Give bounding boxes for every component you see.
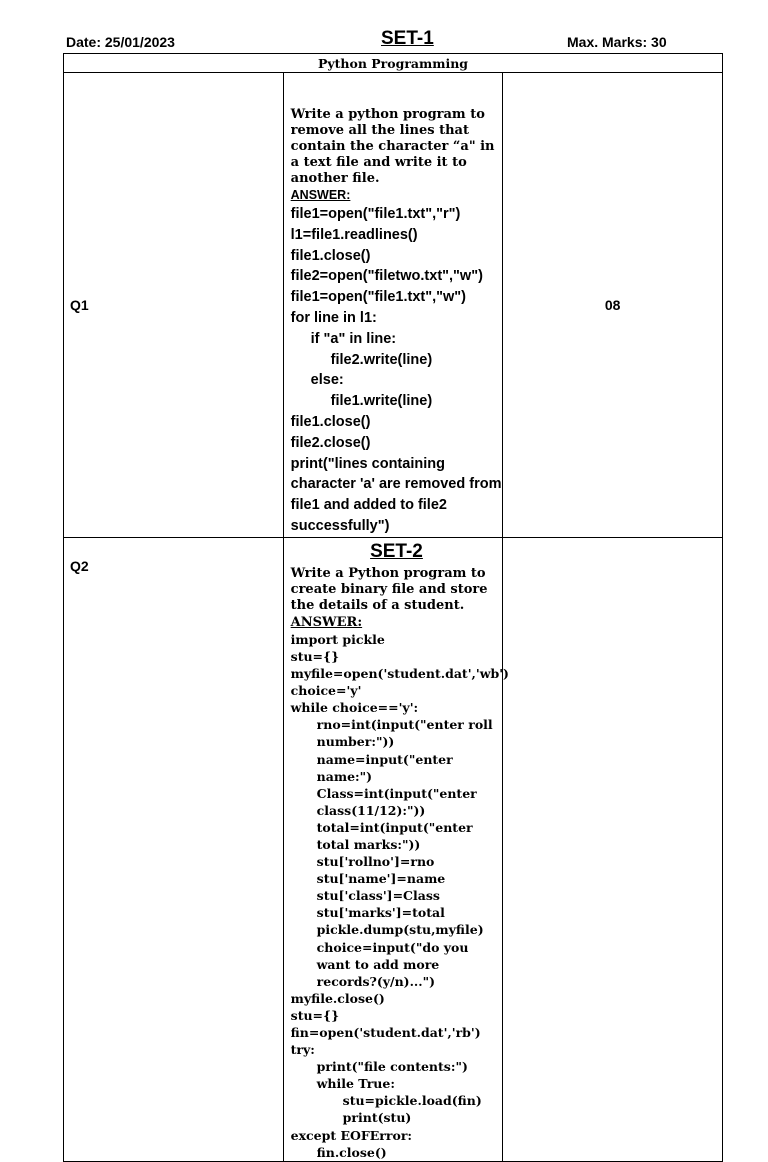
exam-date: Date: 25/01/2023: [66, 34, 175, 50]
marks-q1: 08: [503, 73, 723, 538]
code-line: if "a" in line:: [310, 330, 397, 347]
code-line: stu['name']=name: [316, 871, 446, 887]
code-line: myfile.close(): [290, 990, 385, 1006]
code-line: stu['marks']=total: [316, 905, 445, 921]
code-line: for line in l1:: [290, 309, 377, 326]
question-body-q2: [283, 537, 509, 1161]
code-block-q2: [290, 631, 509, 1161]
code-line: fin.close(): [316, 1144, 387, 1160]
code-line: name=input("enter name:"): [316, 751, 458, 784]
code-line: choice=input("do you want to add more records?(y/n)..."): [316, 939, 473, 989]
code-line: else:: [310, 372, 344, 389]
question-table: [63, 53, 723, 1162]
code-line: choice='y': [290, 683, 362, 699]
question-text-q2: Write a Python program to create binary file and store the details of a student.: [290, 565, 488, 613]
subject-row: [64, 54, 723, 73]
code-block-q1: [290, 204, 506, 537]
code-line: print(stu): [342, 1110, 412, 1126]
code-line: while choice=='y':: [290, 700, 419, 716]
question-number-q2: Q2: [64, 537, 284, 1161]
code-line: file2.close(): [290, 434, 371, 451]
answer-label-q2: ANSWER:: [290, 614, 363, 630]
marks-q2: [503, 537, 723, 1161]
code-line: print("file contents:"): [316, 1059, 468, 1075]
code-line: file1.write(line): [330, 393, 433, 410]
code-line: import pickle: [290, 631, 385, 647]
code-line: fin=open('student.dat','rb'): [290, 1025, 481, 1040]
code-line: file1.close(): [290, 413, 371, 430]
code-line: pickle.dump(stu,myfile): [316, 922, 484, 938]
code-line: l1=file1.readlines(): [290, 226, 418, 243]
code-line: stu['rollno']=rno: [316, 854, 435, 870]
code-line: rno=int(input("enter roll number:")): [316, 717, 498, 750]
code-line: file1=open("file1.txt","w"): [290, 289, 467, 306]
code-line: stu={}: [290, 1007, 340, 1023]
code-line: myfile=open('student.dat','wb'): [290, 666, 509, 682]
code-line: stu=pickle.load(fin): [342, 1093, 482, 1109]
code-line: file1.close(): [290, 247, 371, 264]
answer-label-q1: ANSWER:: [290, 188, 351, 202]
code-line: total=int(input("enter total marks:")): [316, 819, 477, 852]
code-line: print("lines containing character 'a' are removed from file1 and added to file2 successfully"): [290, 455, 506, 534]
question-body-q1: [283, 73, 506, 538]
code-line: try:: [290, 1042, 315, 1058]
code-line: except EOFError:: [290, 1127, 413, 1143]
question-row-q1: [64, 73, 723, 538]
code-line: Class=int(input("enter class(11/12):")): [316, 785, 482, 818]
question-number-q1: Q1: [64, 73, 284, 538]
code-line: file2.write(line): [330, 351, 433, 368]
code-line: stu['class']=Class: [316, 888, 440, 904]
code-line: file1=open("file1.txt","r"): [290, 206, 461, 222]
page-header: [0, 28, 768, 54]
set2-title: SET-2: [370, 540, 423, 562]
question-row-q2: [64, 537, 723, 1161]
max-marks: Max. Marks: 30: [567, 34, 667, 50]
set-title: SET-1: [381, 28, 434, 49]
subject-title: Python Programming: [64, 54, 723, 73]
code-line: while True:: [316, 1076, 395, 1092]
code-line: file2=open("filetwo.txt","w"): [290, 268, 483, 285]
code-line: stu={}: [290, 648, 340, 664]
question-text-q1: Write a python program to remove all the lines that contain the character “a" in a text file and write it to another file.: [290, 107, 495, 186]
